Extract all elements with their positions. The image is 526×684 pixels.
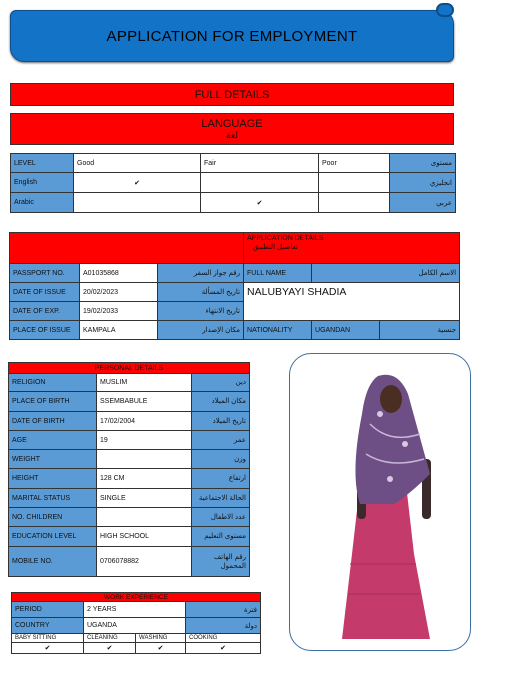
- period-label-ar: فترة: [186, 602, 261, 618]
- place-of-issue-value: KAMPALA: [80, 321, 158, 340]
- full-name-label: FULL NAME: [244, 264, 312, 283]
- check-icon: ✔: [84, 643, 136, 654]
- skill-name: BABY SITTING: [12, 634, 84, 643]
- personal-label-ar: الحالة الاجتماعية: [192, 489, 250, 508]
- application-header: [244, 233, 460, 264]
- place-of-issue-label: PLACE OF ISSUE: [10, 321, 80, 340]
- check-icon: ✔: [186, 643, 261, 654]
- date-of-exp-label-ar: تاريخ الانتهاء: [158, 302, 244, 321]
- language-name: English: [11, 173, 74, 193]
- personal-label-ar: دين: [192, 374, 250, 392]
- place-of-issue-label-ar: مكان الإصدار: [158, 321, 244, 340]
- personal-label-ar: عدد الاطفال: [192, 508, 250, 527]
- language-fair: [201, 173, 319, 193]
- level-header: LEVEL: [11, 154, 74, 173]
- personal-row: [9, 489, 250, 508]
- check-icon: ✔: [74, 173, 201, 193]
- personal-value: MUSLIM: [97, 374, 192, 392]
- personal-label: NO. CHILDREN: [9, 508, 97, 527]
- personal-label-ar: رقم الهاتف المحمول: [192, 547, 250, 577]
- full-details-label: FULL DETAILS: [194, 88, 270, 101]
- personal-details-table: [8, 362, 250, 577]
- personal-label: AGE: [9, 431, 97, 450]
- language-bar: [10, 113, 454, 145]
- date-of-exp-label: DATE OF EXP.: [10, 302, 80, 321]
- fair-header: Fair: [201, 154, 319, 173]
- work-experience-table: [11, 592, 261, 654]
- personal-value: 17/02/2004: [97, 412, 192, 431]
- date-of-exp-value: 19/02/2033: [80, 302, 158, 321]
- personal-label: MOBILE NO.: [9, 547, 97, 577]
- personal-label-ar: تاريخ الميلاد: [192, 412, 250, 431]
- personal-value: 128 CM: [97, 469, 192, 489]
- personal-value: 19: [97, 431, 192, 450]
- personal-label: RELIGION: [9, 374, 97, 392]
- personal-label-ar: عمر: [192, 431, 250, 450]
- good-header: Good: [74, 154, 201, 173]
- personal-value: SSEMBABULE: [97, 392, 192, 412]
- personal-row: [9, 450, 250, 469]
- language-name: Arabic: [11, 193, 74, 213]
- personal-row: [9, 508, 250, 527]
- check-icon: ✔: [201, 193, 319, 213]
- personal-row: [9, 392, 250, 412]
- application-header-spacer: [10, 233, 244, 264]
- personal-details-header: PERSONAL DETAILS: [9, 363, 250, 374]
- full-name-label-ar: الاسم الكامل: [312, 264, 460, 283]
- date-of-issue-label-ar: تاريخ المسألة: [158, 283, 244, 302]
- full-name-value: NALUBYAYI SHADIA: [244, 283, 460, 321]
- application-details-table: [9, 232, 460, 340]
- language-label: LANGUAGE: [201, 117, 263, 130]
- personal-value: 0706078882: [97, 547, 192, 577]
- period-value: 2 YEARS: [84, 602, 186, 618]
- personal-label: EDUCATION LEVEL: [9, 527, 97, 547]
- nationality-value: UGANDAN: [312, 321, 380, 340]
- language-poor: [319, 173, 390, 193]
- work-experience-header: WORK EXPERIENCE: [12, 593, 261, 602]
- country-label-ar: دولة: [186, 618, 261, 634]
- skill-name: WASHING: [136, 634, 186, 643]
- period-label: PERIOD: [12, 602, 84, 618]
- level-header-ar: مستوى: [390, 154, 456, 173]
- poor-header: Poor: [319, 154, 390, 173]
- passport-no-value: A01035868: [80, 264, 158, 283]
- full-details-bar: [10, 83, 454, 106]
- language-label-ar: لغة: [226, 129, 238, 140]
- personal-label-ar: مكان الميلاد: [192, 392, 250, 412]
- personal-row: [9, 412, 250, 431]
- personal-label: WEIGHT: [9, 450, 97, 469]
- date-of-issue-value: 20/02/2023: [80, 283, 158, 302]
- check-icon: ✔: [12, 643, 84, 654]
- applicant-photo-frame: [289, 353, 471, 651]
- personal-label: MARITAL STATUS: [9, 489, 97, 508]
- skill-name: COOKING: [186, 634, 261, 643]
- personal-value: [97, 508, 192, 527]
- country-label: COUNTRY: [12, 618, 84, 634]
- personal-row: [9, 527, 250, 547]
- language-table: [10, 153, 456, 213]
- check-icon: ✔: [136, 643, 186, 654]
- personal-label-ar: ارتفاع: [192, 469, 250, 489]
- personal-value: HIGH SCHOOL: [97, 527, 192, 547]
- passport-no-label: PASSPORT NO.: [10, 264, 80, 283]
- country-value: UGANDA: [84, 618, 186, 634]
- personal-label-ar: وزن: [192, 450, 250, 469]
- personal-row: [9, 547, 250, 577]
- personal-row: [9, 374, 250, 392]
- language-name-ar: عربي: [390, 193, 456, 213]
- personal-value: [97, 450, 192, 469]
- application-header-label: APPLICATION DETAILS: [247, 235, 324, 242]
- page-title: APPLICATION FOR EMPLOYMENT: [106, 27, 358, 45]
- language-good: [74, 193, 201, 213]
- nationality-label: NATIONALITY: [244, 321, 312, 340]
- personal-label: HEIGHT: [9, 469, 97, 489]
- language-name-ar: انجليزي: [390, 173, 456, 193]
- application-header-label-ar: تفاصيل التطبيق: [253, 244, 298, 251]
- personal-label-ar: مستوى التعليم: [192, 527, 250, 547]
- passport-no-label-ar: رقم جواز السفر: [158, 264, 244, 283]
- personal-value: SINGLE: [97, 489, 192, 508]
- personal-label: DATE OF BIRTH: [9, 412, 97, 431]
- personal-label: PLACE OF BIRTH: [9, 392, 97, 412]
- personal-row: [9, 469, 250, 489]
- personal-row: [9, 431, 250, 450]
- date-of-issue-label: DATE OF ISSUE: [10, 283, 80, 302]
- skill-name: CLEANING: [84, 634, 136, 643]
- nationality-label-ar: جنسية: [380, 321, 460, 340]
- language-poor: [319, 193, 390, 213]
- applicant-photo: [290, 354, 472, 652]
